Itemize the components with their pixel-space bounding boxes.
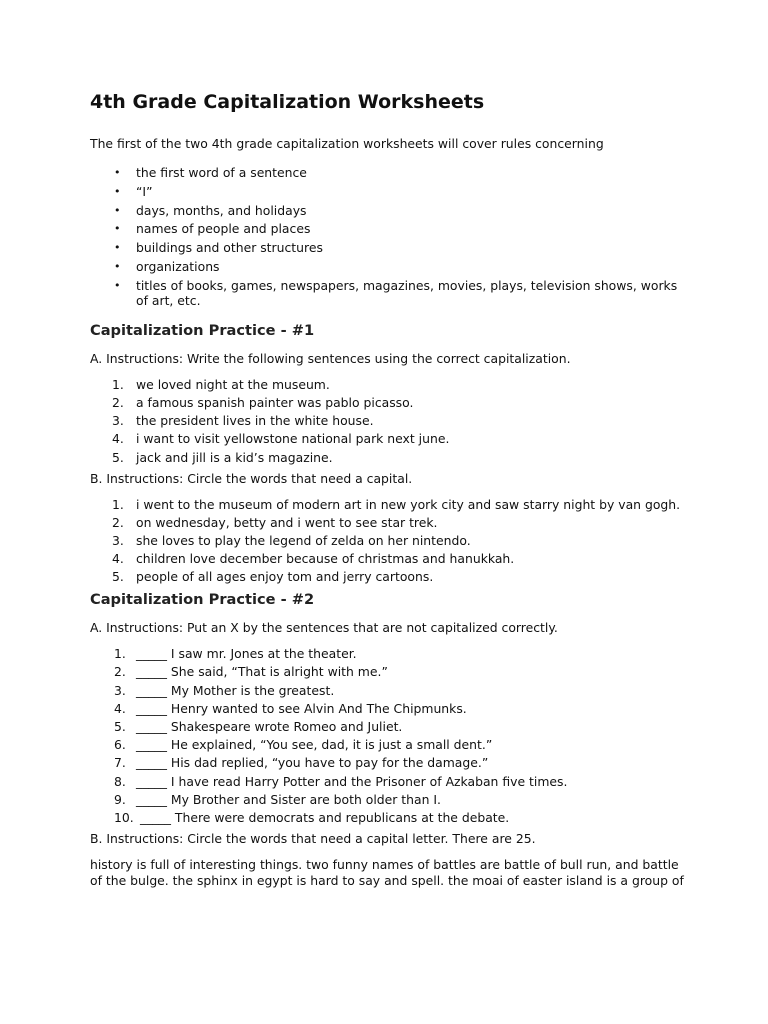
sentence-text: _____ My Mother is the greatest. [136,682,335,698]
list-item: 5. _____ Shakespeare wrote Romeo and Juliet. [114,719,403,735]
practice-2-b-paragraph: history is full of interesting things. two funny names of battles are battle of bull run, and battle of the bulge. the sphinx in egypt is hard to say and spell. the moai of easter island is a group of [90,856,684,888]
rule-text: “I” [136,183,153,199]
practice-2-b-instructions: B. Instructions: Circle the words that need a capital letter. There are 25. [90,830,536,846]
rule-text: days, months, and holidays [136,202,307,218]
rule-text: names of people and places [136,221,311,237]
list-item: 2. _____ She said, “That is alright with me.” [114,664,388,680]
sentence-text: she loves to play the legend of zelda on her nintendo. [136,532,471,548]
rule-text: organizations [136,258,220,274]
list-item: 5. people of all ages enjoy tom and jerry cartoons. [112,569,434,585]
sentence-text: _____ Shakespeare wrote Romeo and Juliet. [136,719,403,735]
list-item: 1. i went to the museum of modern art in new york city and saw starry night by van gogh. [112,496,681,512]
practice-2-a-instructions: A. Instructions: Put an X by the sentences that are not capitalized correctly. [90,620,558,636]
rule-item [90,221,690,236]
sentence-text: _____ My Brother and Sister are both older than I. [136,791,441,807]
sentence-text: _____ I saw mr. Jones at the theater. [136,646,357,662]
list-item: 2. a famous spanish painter was pablo picasso. [112,394,414,410]
list-item: 4. i want to visit yellowstone national park next june. [112,431,450,447]
sentence-text: _____ Henry wanted to see Alvin And The Chipmunks. [136,700,467,716]
sentence-text: jack and jill is a kid’s magazine. [136,449,333,465]
intro-text: The first of the two 4th grade capitalization worksheets will cover rules concerning [90,136,604,151]
list-item: 5. jack and jill is a kid’s magazine. [112,449,333,465]
sentence-text: people of all ages enjoy tom and jerry cartoons. [136,569,434,585]
sentence-text: we loved night at the museum. [136,376,330,392]
sentence-text: _____ I have read Harry Potter and the Prisoner of Azkaban five times. [136,773,568,789]
worksheet-page [90,88,690,889]
list-item: 9. _____ My Brother and Sister are both older than I. [114,791,441,807]
list-item: 3. the president lives in the white house. [112,413,374,429]
practice-2-heading: Capitalization Practice - #2 [90,591,315,609]
rule-text: titles of books, games, newspapers, magazines, movies, plays, television shows, works of art, etc. [136,277,678,308]
list-item: 4. _____ Henry wanted to see Alvin And The Chipmunks. [114,700,467,716]
bullet-icon: • [114,241,121,255]
practice-1-heading: Capitalization Practice - #1 [90,321,315,339]
bullet-icon: • [114,203,121,217]
document-title: 4th Grade Capitalization Worksheets [90,91,485,113]
sentence-text: i went to the museum of modern art in new york city and saw starry night by van gogh. [136,496,681,512]
list-item: 7. _____ His dad replied, “you have to pay for the damage.” [114,755,489,771]
list-item: 1. _____ I saw mr. Jones at the theater. [114,646,357,662]
sentence-text: a famous spanish painter was pablo picasso. [136,394,414,410]
practice-2-a-list [90,646,690,825]
list-item: 2. on wednesday, betty and i went to see star trek. [112,514,438,530]
practice-1-b-instructions: B. Instructions: Circle the words that need a capital. [90,470,413,486]
bullet-icon: • [114,259,121,273]
rule-item [90,203,690,218]
sentence-text: _____ There were democrats and republicans at the debate. [140,809,510,825]
practice-1-a-list [90,377,690,465]
list-item: 3. _____ My Mother is the greatest. [114,682,335,698]
rule-item [90,184,690,199]
list-item: 6. _____ He explained, “You see, dad, it is just a small dent.” [114,737,493,753]
sentence-text: on wednesday, betty and i went to see star trek. [136,514,438,530]
sentence-text: i want to visit yellowstone national park next june. [136,431,450,447]
sentence-text: children love december because of christmas and hanukkah. [136,551,515,567]
list-item: 3. she loves to play the legend of zelda on her nintendo. [112,532,471,548]
practice-1-a-instructions: A. Instructions: Write the following sentences using the correct capitalization. [90,350,571,366]
sentence-text: _____ She said, “That is alright with me.” [136,664,388,680]
bullet-icon: • [114,222,121,236]
rule-item [90,259,690,274]
bullet-icon: • [114,278,121,292]
rule-item [90,240,690,255]
rules-list [90,165,690,308]
sentence-text: the president lives in the white house. [136,413,374,429]
rule-item [90,165,690,180]
sentence-text: _____ He explained, “You see, dad, it is just a small dent.” [136,737,493,753]
rule-text: buildings and other structures [136,240,323,256]
list-item: 8. _____ I have read Harry Potter and the Prisoner of Azkaban five times. [114,773,568,789]
bullet-icon: • [114,166,121,179]
list-item: 1. we loved night at the museum. [112,376,330,392]
list-item: 10. _____ There were democrats and republicans at the debate. [114,809,510,825]
rule-text: the first word of a sentence [136,165,307,180]
bullet-icon: • [114,184,121,198]
rule-item [90,278,690,308]
list-item: 4. children love december because of christmas and hanukkah. [112,551,515,567]
sentence-text: _____ His dad replied, “you have to pay for the damage.” [136,755,489,771]
practice-1-b-list [90,497,690,585]
